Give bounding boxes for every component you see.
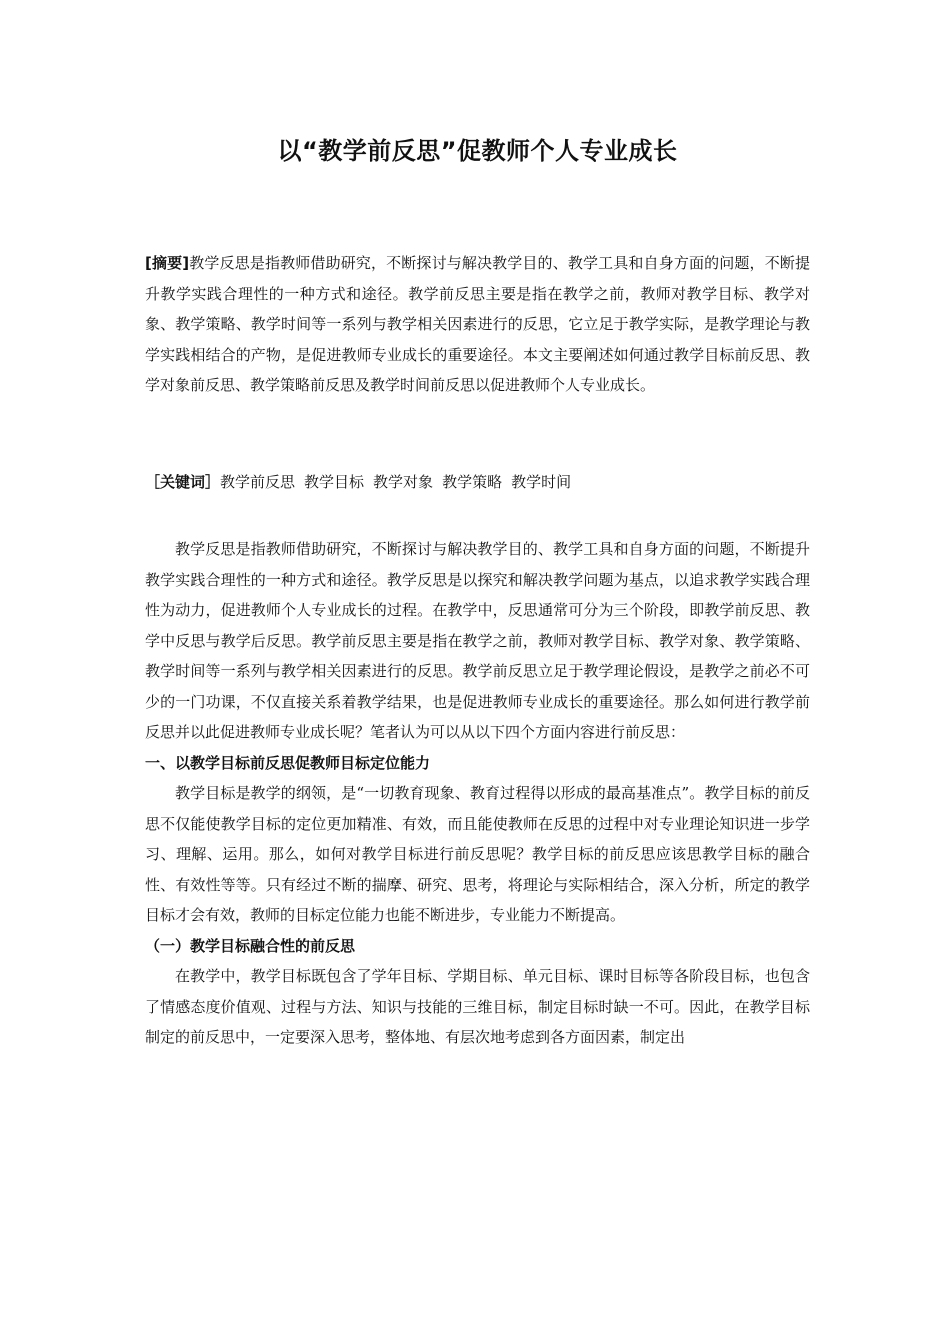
keyword-item: 教学时间 xyxy=(511,473,572,491)
keyword-item: 教学对象 xyxy=(373,473,434,491)
document-title: 以“教学前反思”促教师个人专业成长 xyxy=(277,137,678,165)
subsection-heading-1: （一）教学目标融合性的前反思 xyxy=(145,936,356,955)
abstract xyxy=(145,248,810,401)
abstract-text: 教学反思是指教师借助研究，不断探讨与解决教学目的、教学工具和自身方面的问题，不断提升教学实践合理性的一种方式和途径。教学前反思主要是指在教学之前，教师对教学目标、教学对象、教学策略、教学时间等一系列与教学相关因素进行的反思，它立足于教学实际，是教学理论与教学实践相结合的产物，是促进教师专业成长的重要途径。本文主要阐述如何通过教学目标前反思、教学对象前反思、教学策略前反思及教学时间前反思以促进教师个人专业成长。 xyxy=(145,254,810,394)
keyword-item: 教学目标 xyxy=(304,473,365,491)
keywords-label: ［关键词］ xyxy=(145,473,221,491)
subsection-1-paragraph: 在教学中，教学目标既包含了学年目标、学期目标、单元目标、课时目标等各阶段目标，也包含了情感态度价值观、过程与方法、知识与技能的三维目标，制定目标时缺一不可。因此，在教学目标制定的前反思中，一定要深入思考，整体地、有层次地考虑到各方面因素，制定出 xyxy=(145,967,810,1046)
keyword-item: 教学前反思 xyxy=(220,473,296,491)
abstract-label: [摘要] xyxy=(145,254,190,272)
intro-paragraph: 教学反思是指教师借助研究，不断探讨与解决教学目的、教学工具和自身方面的问题，不断提升教学实践合理性的一种方式和途径。教学反思是以探究和解决教学问题为基点，以追求教学实践合理性为动力，促进教师个人专业成长的过程。在教学中，反思通常可分为三个阶段，即教学前反思、教学中反思与教学后反思。教学前反思主要是指在教学之前，教师对教学目标、教学对象、教学策略、教学时间等一系列与教学相关因素进行的反思。教学前反思立足于教学理论假设，是教学之前必不可少的一门功课，不仅直接关系着教学结果，也是促进教师专业成长的重要途径。那么如何进行教学前反思并以此促进教师专业成长呢？笔者认为可以从以下四个方面内容进行前反思： xyxy=(145,540,810,741)
keywords xyxy=(145,467,810,497)
body-text xyxy=(145,534,810,1053)
section-heading-1: 一、以教学目标前反思促教师目标定位能力 xyxy=(145,753,431,772)
section-1-paragraph: 教学目标是教学的纲领，是“一切教育现象、教育过程得以形成的最高基准点”。教学目标的前反思不仅能使教学目标的定位更加精准、有效，而且能使教师在反思的过程中对专业理论知识进一步学习、理解、运用。那么，如何对教学目标进行前反思呢？教学目标的前反思应该思教学目标的融合性、有效性等等。只有经过不断的揣摩、研究、思考，将理论与实际相结合，深入分析，所定的教学目标才会有效，教师的目标定位能力也能不断进步，专业能力不断提高。 xyxy=(145,784,810,924)
keyword-item: 教学策略 xyxy=(442,473,503,491)
